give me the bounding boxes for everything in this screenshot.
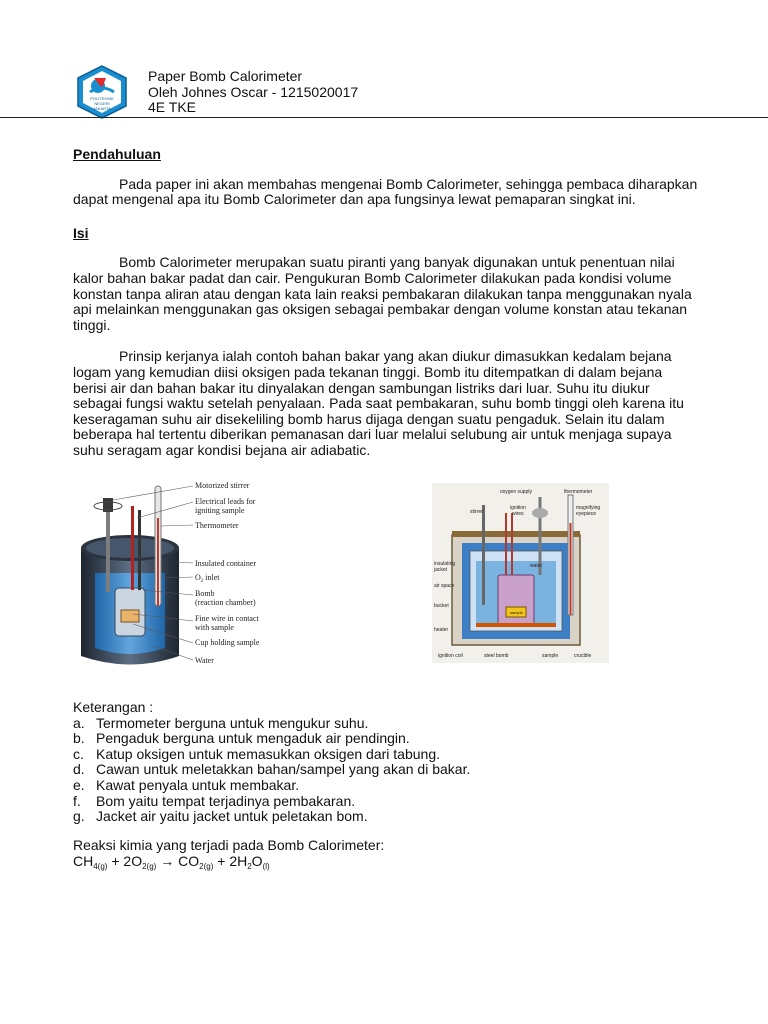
- logo-text-2: NEGERI: [94, 101, 110, 106]
- eq-sub: 2: [247, 861, 252, 871]
- r-label-crucible: crucible: [574, 653, 592, 659]
- o2-sub: 2: [200, 579, 204, 584]
- reaction-section: [73, 838, 698, 869]
- r-label-thermometer: thermometer: [564, 489, 593, 495]
- logo-text-1: POLITEKNIK: [90, 96, 114, 101]
- label-reaction-chamber: (reaction chamber): [195, 598, 256, 607]
- eq-sub: 2(g): [199, 861, 214, 871]
- r-label-air-space: air space: [434, 583, 455, 589]
- list-item: [73, 731, 698, 747]
- label-water: Water: [195, 656, 214, 665]
- item-text: Jacket air yaitu jacket untuk peletakan bom.: [96, 808, 368, 825]
- label-bomb: Bomb: [195, 589, 215, 598]
- label-cup-holding-sample: Cup holding sample: [195, 638, 260, 647]
- r-label-ignition-coil: ignition coil: [438, 653, 463, 659]
- eq-ch: CH: [73, 852, 94, 869]
- item-letter: e.: [73, 776, 85, 793]
- r-label-wires: wires: [512, 511, 524, 517]
- eq-sub: (l): [262, 861, 270, 871]
- list-item: [73, 747, 698, 763]
- r-label-oxygen-supply: oxygen supply: [500, 489, 532, 495]
- item-letter: c.: [73, 745, 84, 762]
- logo-text-3: JAKARTA: [93, 106, 111, 111]
- label-electrical-leads: Electrical leads for: [195, 497, 256, 506]
- heading-pendahuluan: Pendahuluan: [73, 146, 161, 162]
- list-item: [73, 809, 698, 825]
- pnj-logo-icon: [74, 64, 130, 120]
- item-letter: f.: [73, 792, 81, 809]
- r-label-magnifying: magnifying: [576, 505, 601, 511]
- label-thermometer: Thermometer: [195, 521, 239, 530]
- o2-o: O: [195, 573, 201, 582]
- item-letter: d.: [73, 761, 85, 778]
- list-item: [73, 762, 698, 778]
- r-label-jacket: jacket: [434, 567, 448, 573]
- item-letter: b.: [73, 730, 85, 747]
- author-line: Oleh Johnes Oscar - 1215020017: [148, 83, 359, 100]
- r-label-insulating: insulating: [434, 561, 456, 567]
- eq-h: + 2H: [213, 852, 248, 869]
- paper-title: Paper Bomb Calorimeter: [148, 68, 303, 84]
- item-letter: a.: [73, 714, 85, 731]
- class-line: 4E TKE: [148, 99, 196, 115]
- keterangan-title: Keterangan :: [73, 699, 154, 715]
- eq-o2: + 2O: [107, 852, 143, 869]
- heading-isi: Isi: [73, 224, 89, 241]
- figure-bomb-calorimeter-right: [432, 483, 609, 663]
- label-motorized-stirrer: Motorized stirrer: [195, 481, 250, 490]
- header-text: [148, 69, 358, 116]
- label-fine-wire: Fine wire in contact: [195, 614, 259, 623]
- r-label-bucket: bucket: [434, 603, 449, 609]
- list-item: [73, 794, 698, 810]
- label-with-sample: with sample: [195, 623, 234, 632]
- r-label-ignition: ignition: [510, 505, 526, 511]
- list-item: [73, 716, 698, 732]
- page-header: [0, 0, 768, 118]
- paragraph-isi-1: Bomb Calorimeter merupakan suatu piranti yang banyak digunakan untuk penentuan nilai kalor bahan bakar padat dan cair. Pengukuran Bomb Calorimeter dilakukan pada kondisi volume konstan tanpa aliran atau dengan kata lain reaksi pembakaran dilakukan tanpa menggunakan nyala api melainkan menggunakan gas oksigen sebagai pembakar dengan volume konstan atau tekanan tinggi.: [73, 254, 692, 333]
- r-label-heater: heater: [434, 627, 449, 633]
- main-content: [73, 147, 698, 475]
- paragraph-isi-2: Prinsip kerjanya ialah contoh bahan bakar yang akan diukur dimasukkan kedalam bejana logam yang kemudian diisi oksigen pada tekanan tinggi. Bomb itu ditempatkan di dalam bejana berisi air dan bahan bakar itu dinyalakan dengan sambungan listriks dari luar. Suhu itu diukur sebagai fungsi waktu setelah penyalaan. Pada saat pembakaran, suhu bomb tinggi oleh karena itu keseragaman suhu air disekeliling bomb harus dijaga dengan suatu pengaduk. Selain itu dalam beberapa hal tertentu diberikan pemanasan dari luar melalui selubung air untuk menjaga supaya suhu seragam agar kondisi bejana air adiabatic.: [73, 348, 684, 458]
- item-text: Termometer berguna untuk mengukur suhu.: [96, 714, 369, 731]
- label-igniting-sample: igniting sample: [195, 506, 245, 515]
- o2-inlet-text: inlet: [203, 573, 220, 582]
- list-item: [73, 778, 698, 794]
- item-letter: g.: [73, 808, 85, 825]
- item-text: Katup oksigen untuk memasukkan oksigen dari tabung.: [96, 745, 440, 762]
- r-label-stirrer: stirrer: [470, 509, 483, 515]
- item-text: Pengaduk berguna untuk mengaduk air pendingin.: [96, 730, 410, 747]
- r-label-water: water: [530, 563, 543, 569]
- eq-o: O: [251, 852, 263, 869]
- r-label-eyepiece: eyepiece: [576, 511, 597, 517]
- paragraph-pendahuluan: Pada paper ini akan membahas mengenai Bomb Calorimeter, sehingga pembaca diharapkan dapat mengenal apa itu Bomb Calorimeter dan apa fungsinya lewat pemaparan singkat ini.: [73, 175, 698, 208]
- item-text: Bom yaitu tempat terjadinya pembakaran.: [96, 792, 356, 809]
- item-text: Kawat penyala untuk membakar.: [96, 776, 300, 793]
- eq-sub: 2(g): [142, 861, 157, 871]
- reaction-title: Reaksi kimia yang terjadi pada Bomb Calorimeter:: [73, 837, 385, 853]
- item-text: Cawan untuk meletakkan bahan/sampel yang akan di bakar.: [96, 761, 471, 778]
- r-label-steel-bomb: steel bomb: [484, 653, 509, 659]
- r-label-sample-top: sample: [510, 610, 523, 615]
- figure-bomb-calorimeter-left: [73, 478, 288, 673]
- eq-arrow-co: → CO: [156, 852, 200, 869]
- chemical-equation: [73, 854, 698, 870]
- header-divider: [0, 117, 768, 118]
- keterangan-list: [73, 700, 698, 825]
- r-label-sample: sample: [542, 653, 559, 659]
- eq-sub: 4(g): [93, 861, 108, 871]
- label-insulated-container: Insulated container: [195, 559, 257, 568]
